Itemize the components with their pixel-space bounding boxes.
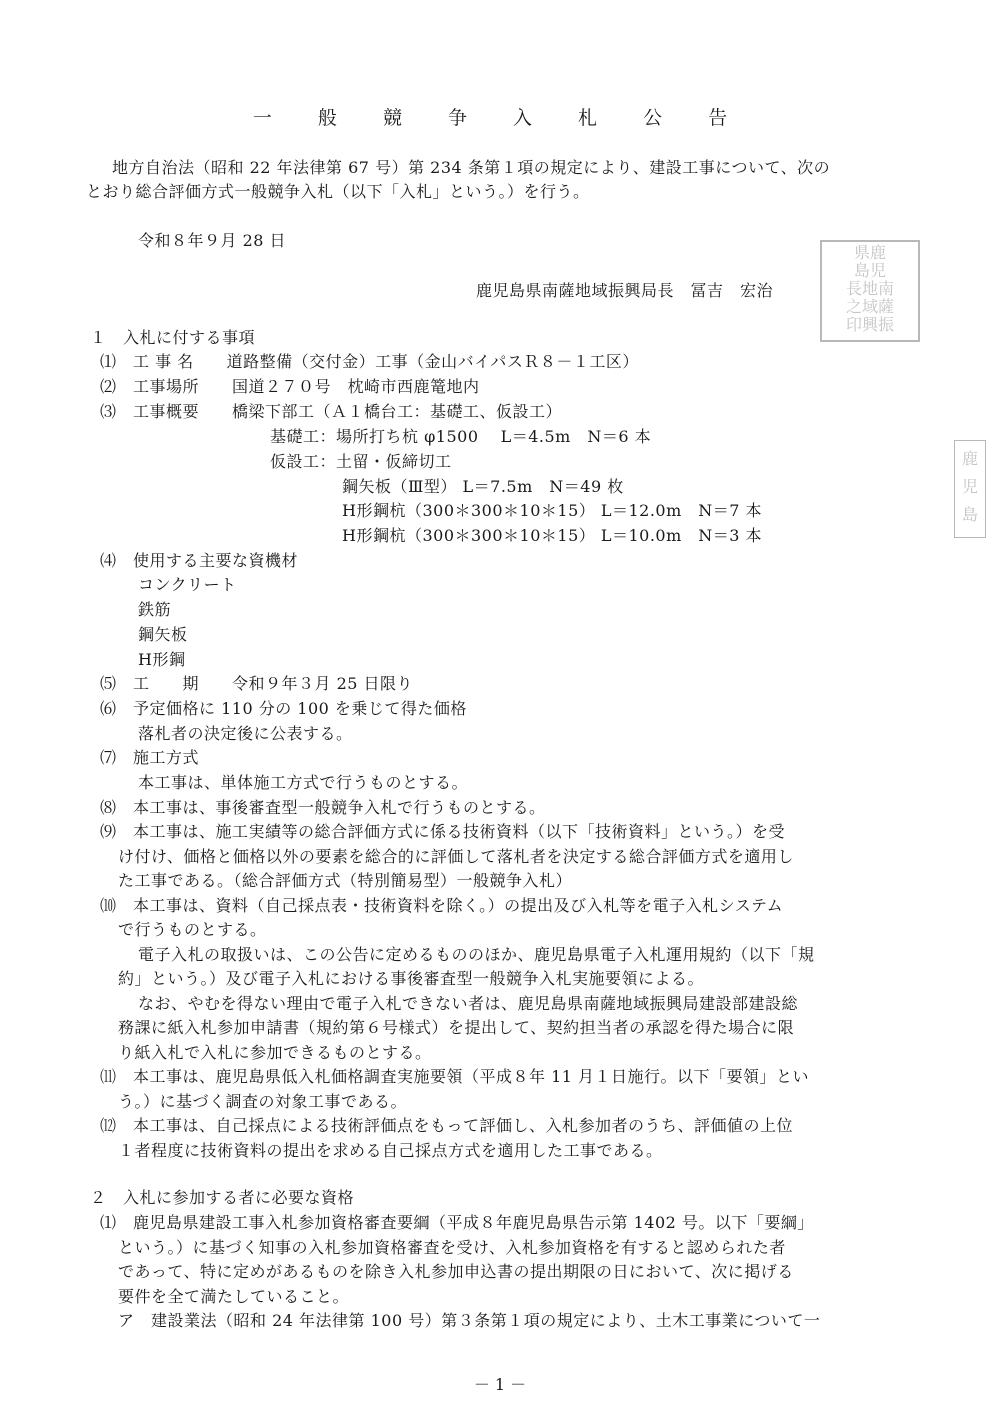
list-item: ⑾ 本工事は、鹿児島県低入札価格調査実施要領（平成８年 11 月１日施行。以下「要領」とい (100, 1067, 810, 1086)
paragraph-line: 地方自治法（昭和 22 年法律第 67 号）第 234 条第１項の規定により、建設工事について、次の (112, 158, 831, 177)
page-title: 一 般 競 争 入 札 公 告 (252, 107, 748, 129)
list-item: であって、特に定めがあるものを除き入札参加申込書の提出期限の日において、次に掲げる (118, 1262, 794, 1281)
list-item: ⑻ 本工事は、事後審査型一般競争入札で行うものとする。 (100, 798, 546, 817)
seal-text: 印興振 (845, 315, 894, 334)
list-item: 鋼矢板（Ⅲ型） L＝7.5m N＝49 枚 (342, 477, 624, 496)
list-item: た工事である。（総合評価方式（特別簡易型）一般競争入札） (118, 871, 573, 890)
list-item: 約」という。）及び電子入札における事後審査型一般競争入札実施要領による。 (118, 969, 705, 988)
seal-text: 之域薩 (845, 297, 894, 316)
list-item: 基礎工：場所打ち杭 φ1500 L＝4.5m N＝6 本 (270, 427, 652, 446)
list-item: り紙入札で入札に参加できるものとする。 (118, 1043, 432, 1062)
side-seal-stamp (954, 440, 986, 538)
list-item: ⑼ 本工事は、施工実績等の総合評価方式に係る技術資料（以下「技術資料」という。）を受 (100, 822, 786, 841)
list-item: コンクリート (138, 575, 237, 594)
list-item: 本工事は、単体施工方式で行うものとする。 (138, 773, 469, 792)
issuer-name: 鹿児島県南薩地域振興局長 冨吉 宏治 (476, 281, 774, 300)
list-item: ⑴ 鹿児島県建設工事入札参加資格審査要綱（平成８年鹿児島県告示第 1402 号。以下「要綱」 (100, 1213, 814, 1232)
list-item: ア 建設業法（昭和 24 年法律第 100 号）第３条第１項の規定により、土木工事業について一 (118, 1311, 821, 1330)
list-item: 鉄筋 (138, 600, 172, 619)
seal-text: 島 (961, 505, 978, 524)
list-item: ⑸ 工 期 令和９年３月 25 日限り (100, 674, 414, 693)
section-heading: ２ 入札に参加する者に必要な資格 (90, 1188, 355, 1207)
section-heading: １ 入札に付する事項 (90, 328, 256, 347)
page-number: － 1 － (473, 1375, 527, 1394)
seal-text: 長地南 (845, 279, 894, 298)
list-item: う。）に基づく調査の対象工事である。 (118, 1092, 408, 1111)
seal-text: 県鹿 (853, 243, 886, 262)
paragraph-line: とおり総合評価方式一般競争入札（以下「入札」という。）を行う。 (86, 182, 590, 201)
list-item: H形鋼杭（300＊300＊10＊15） L＝12.0m N＝7 本 (342, 501, 763, 520)
list-item: 電子入札の取扱いは、この公告に定めるもののほか、鹿児島県電子入札運用規約（以下「規 (138, 945, 815, 964)
list-item: H形鋼 (138, 650, 186, 669)
list-item: ⑷ 使用する主要な資機材 (100, 551, 299, 570)
list-item: ⑶ 工事概要 橋梁下部工（Ａ１橋台工：基礎工、仮設工） (100, 402, 563, 421)
list-item: で行うものとする。 (118, 920, 267, 939)
official-seal-stamp (820, 240, 920, 342)
list-item: 務課に紙入札参加申請書（規約第６号様式）を提出して、契約担当者の承認を得た場合に限 (118, 1018, 795, 1037)
list-item: ⑴ 工 事 名 道路整備（交付金）工事（金山バイパスＲ８－１工区） (100, 352, 639, 371)
list-item: 仮設工：土留・仮締切工 (270, 452, 452, 471)
list-item: なお、やむを得ない理由で電子入札できない者は、鹿児島県南薩地域振興局建設部建設総 (138, 994, 799, 1013)
seal-text: 島児 (853, 261, 886, 280)
seal-text: 鹿 (961, 449, 978, 468)
list-item: 要件を全て満たしていること。 (118, 1287, 350, 1306)
seal-text: 児 (961, 477, 978, 496)
list-item: ⑹ 予定価格に 110 分の 100 を乗じて得た価格 (100, 699, 467, 718)
list-item: 鋼矢板 (138, 625, 188, 644)
list-item: という。）に基づく知事の入札参加資格審査を受け、入札参加資格を有すると認められた者 (118, 1238, 786, 1257)
issue-date: 令和８年９月 28 日 (138, 231, 287, 250)
list-item: 落札者の決定後に公表する。 (138, 724, 353, 743)
list-item: ⑽ 本工事は、資料（自己採点表・技術資料を除く。）の提出及び入札等を電子入札システム (100, 896, 784, 915)
list-item: H形鋼杭（300＊300＊10＊15） L＝10.0m N＝3 本 (342, 526, 763, 545)
list-item: ⑵ 工事場所 国道２７０号 枕崎市西鹿篭地内 (100, 377, 480, 396)
list-item: ⑺ 施工方式 (100, 748, 200, 767)
list-item: ⑿ 本工事は、自己採点による技術評価点をもって評価し、入札参加者のうち、評価値の上位 (100, 1116, 794, 1135)
list-item: １者程度に技術資料の提出を求める自己採点方式を適用した工事である。 (118, 1141, 663, 1160)
list-item: け付け、価格と価格以外の要素を総合的に評価して落札者を決定する総合評価方式を適用し (118, 847, 794, 866)
